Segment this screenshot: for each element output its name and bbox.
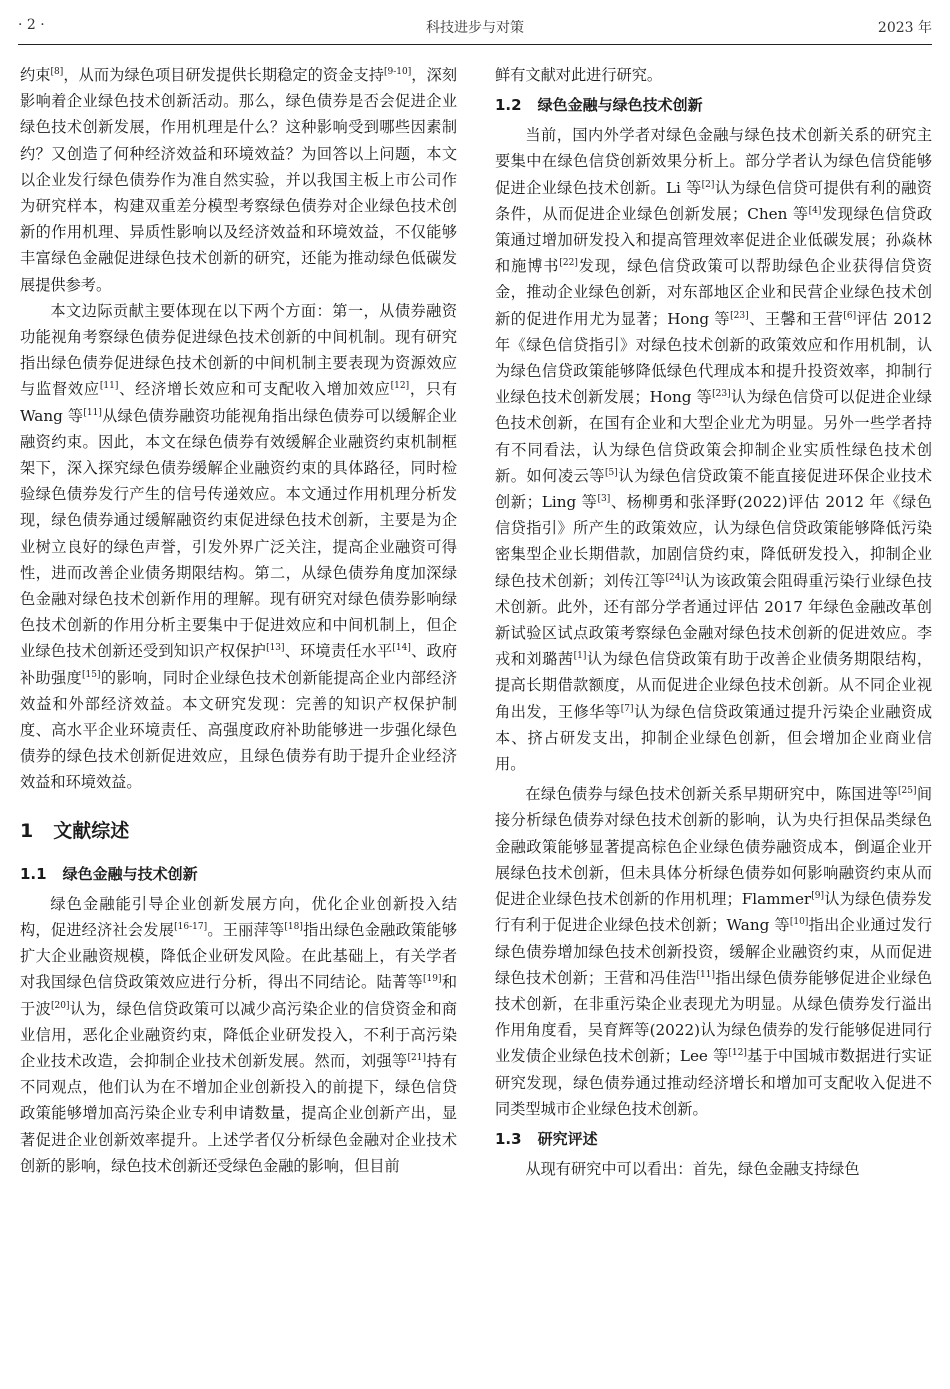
text-run: 发现绿色信贷政策通过增加研发投入和提高管理效率促进企业低碳发展；孙焱林和施博书	[495, 204, 933, 276]
text-run: 约束	[20, 66, 51, 84]
citation: [13]	[266, 643, 285, 654]
citation: [15]	[82, 669, 101, 680]
citation: [14]	[392, 643, 411, 654]
citation: [21]	[407, 1052, 426, 1063]
subsection-heading	[495, 92, 932, 118]
text-run: 认为绿色信贷可提供有利的融资条件，从而促进企业绿色创新发展；Chen 等	[495, 178, 932, 223]
citation: [19]	[423, 974, 442, 985]
text-run: 认为绿色信贷政策有助于改善企业债务期限结构，提高长期借款额度，从而促进企业绿色技术创新。从不同企业视角出发，王修华等	[495, 650, 933, 721]
paragraph	[495, 1156, 932, 1182]
text-run: 的影响，同时企业绿色技术创新能提高企业内部经济效益和外部经济效益。本文研究发现：完善的知识产权保护制度、高水平企业环境责任、高强度政府补助能够进一步强化绿色债券的绿色技术创新促进效应，且绿色债券有助于提升企业经济效益和环境效益。	[20, 668, 458, 792]
text-run: 评估 2012 年《绿色信贷指引》对绿色技术创新的政策效应和作用机制，认为绿色信贷政策能够降低绿色代理成本和提升投资效率，抑制行业绿色技术创新发展；Hong 等	[495, 309, 932, 407]
text-run: 认为该政策会阻碍重污染行业绿色技术创新。此外，还有部分学者通过评估 2017 年绿色金融改革创新试验区试点政策考察绿色金融对绿色技术创新的促进效应。李戎和刘璐茜	[495, 571, 933, 669]
subsection-title: 绿色金融与技术创新	[62, 864, 198, 883]
citation: [9-10]	[383, 67, 412, 77]
text-run: 和于波	[20, 973, 458, 1018]
text-run: 基于中国城市数据进行实证研究发现，绿色债券通过推动经济增长和增加可支配收入促进不同类型城市企业绿色技术创新。	[495, 1047, 933, 1118]
citation: [11]	[99, 381, 119, 392]
text-run: ，只有 Wang 等	[20, 380, 458, 425]
text-run: 认为绿色信贷可以促进企业绿色技术创新，在国有企业和大型企业尤为明显。另外一些学者持有不同看法，认为绿色信贷政策会抑制企业实质性绿色技术创新。如何凌云等	[495, 388, 932, 485]
paragraph	[495, 62, 932, 88]
citation: [6]	[843, 310, 857, 321]
subsection-title: 绿色金融与绿色技术创新	[537, 96, 703, 115]
text-run: 本文边际贡献主要体现在以下两个方面：第一，从债券融资功能视角考察绿色债券促进绿色技术创新的中间机制。现有研究指出绿色债券促进绿色技术创新的中间机制主要表现为资源效应与监督效应	[20, 301, 457, 399]
subsection-title: 研究评述	[537, 1129, 598, 1148]
text-run: 认为绿色信贷政策不能直接促进环保企业技术创新；Ling 等	[495, 466, 933, 512]
text-run: 间接分析绿色债券对绿色技术创新的影响，认为央行担保品类绿色金融政策能够显著提高棕色企业绿色债券融资成本，倒逼企业开展绿色技术创新，但未具体分析绿色债券如何影响融资约束从而促进企业绿色技术创新的作用机理；Flammer	[495, 785, 933, 909]
right-column	[495, 62, 932, 1182]
left-column	[20, 62, 457, 1179]
text-run: 绿色金融能引导企业创新发展方向，优化企业创新投入结构，促进经济社会发展	[20, 894, 457, 939]
section-heading	[20, 816, 457, 843]
text-run: 、王馨和王营	[748, 309, 844, 328]
paragraph	[20, 891, 457, 1179]
text-run: 发现，绿色信贷政策可以帮助绿色企业获得信贷资金，推动企业绿色创新，对东部地区企业和民营企业绿色技术创新的促进作用尤为显著；Hong 等	[495, 257, 933, 328]
text-run: 从现有研究中可以看出：首先，绿色金融支持绿色	[525, 1159, 860, 1178]
citation: [9]	[811, 891, 824, 902]
citation: [1]	[573, 651, 587, 662]
paragraph	[495, 122, 932, 777]
publication-year: 2023 年	[877, 20, 932, 36]
subsection-heading	[20, 861, 457, 887]
citation: [12]	[728, 1048, 747, 1059]
citation: [25]	[898, 786, 917, 797]
section-title: 文献综述	[53, 819, 130, 842]
text-run: 指出绿色金融政策能够扩大企业融资规模，降低企业研发风险。在此基础上，有关学者对我国绿色信贷政策效应进行分析，得出不同结论。陆菁等	[20, 920, 458, 992]
citation: [11]	[696, 969, 715, 980]
text-run: ，深刻影响着企业绿色技术创新活动。那么，绿色债券是否会促进企业绿色技术创新发展，作用机理是什么？这种影响受到哪些因素制约？又创造了何种经济效益和环境效益？为回答以上问题，本文以企业发行绿色债券作为准自然实验，并以我国主板上市公司作为研究样本，构建双重差分模型考察绿色债券对企业绿色技术创新的作用机理、异质性影响以及经济效益和环境效益，不仅能够丰富绿色金融促进绿色技术创新的研究，还能为推动绿色低碳发展提供参考。	[20, 66, 458, 294]
text-run: 、环境责任水平	[284, 642, 393, 661]
citation: [11]	[83, 407, 102, 418]
paragraph	[20, 62, 457, 298]
subsection-number: 1.2	[495, 96, 522, 115]
text-run: 、经济增长效应和可支配收入增加效应	[118, 380, 391, 399]
text-run: 指出企业通过发行绿色债券增加绿色技术创新投资，缓解企业融资约束，从而促进绿色技术创新；王营和冯佳浩	[495, 916, 932, 987]
citation: [2]	[701, 179, 715, 190]
text-run: 鲜有文献对此进行研究。	[495, 66, 663, 84]
section-number: 1	[20, 819, 34, 842]
citation: [18]	[284, 921, 303, 932]
citation: [23]	[730, 310, 749, 321]
text-run: 认为绿色信贷政策通过提升污染企业融资成本、挤占研发支出，抑制企业绿色创新，但会增加企业商业信用。	[495, 702, 933, 774]
subsection-number: 1.3	[495, 1129, 522, 1148]
text-run: 、政府补助强度	[20, 642, 458, 687]
citation: [4]	[808, 205, 822, 216]
citation: [22]	[559, 258, 578, 269]
citation: [16-17]	[174, 921, 208, 932]
citation: [5]	[605, 467, 618, 478]
text-run: 从绿色债券融资功能视角指出绿色债券可以缓解企业融资约束。因此，本文在绿色债券有效缓解企业融资约束机制框架下，深入探究绿色债券缓解企业融资约束的具体路径，同时检验绿色债券发行产生的信号传递效应。本文通过作用机理分析发现，绿色债券通过缓解融资约束促进绿色技术创新，主要是为企业树立良好的绿色声誉，引发外界广泛关注，提高企业融资可得性，进而改善企业债务期限结构。第二，从绿色债券角度加深绿色金融对绿色技术创新作用的理解。现有研究对绿色债券影响绿色技术创新的作用分析主要集中于促进效应和中间机制上，但企业绿色技术创新还受到知识产权保护	[20, 406, 457, 661]
journal-title: 科技进步与对策	[426, 20, 524, 36]
text-run: 认为绿色债券发行有利于促进企业绿色技术创新；Wang 等	[495, 890, 932, 935]
text-run: ，从而为绿色项目研发提供长期稳定的资金支持	[63, 66, 384, 84]
citation: [3]	[597, 494, 611, 505]
citation: [12]	[390, 381, 410, 392]
paragraph	[20, 298, 457, 796]
text-run: 持有不同观点，他们认为在不增加企业创新投入的前提下，绿色信贷政策能够增加高污染企业专利申请数量，提高企业创新产出，显著促进企业创新效率提升。上述学者仅分析绿色金融对企业技术创新的影响，绿色技术创新还受绿色金融的影响，但目前	[20, 1051, 458, 1175]
text-run: 认为，绿色信贷政策可以减少高污染企业的信贷资金和商业信用，恶化企业融资约束，降低企业研发投入，不利于高污染企业技术改造，会抑制企业技术创新发展。然而，刘强等	[20, 999, 458, 1070]
paragraph	[495, 781, 932, 1122]
text-run: 在绿色债券与绿色技术创新关系早期研究中，陈国进等	[525, 785, 898, 804]
citation: [23]	[712, 389, 731, 400]
citation: [7]	[620, 703, 634, 714]
text-run: 当前，国内外学者对绿色金融与绿色技术创新关系的研究主要集中在绿色信贷创新效果分析上。部分学者认为绿色信贷能够促进企业绿色技术创新。Li 等	[495, 126, 932, 197]
running-header	[18, 14, 932, 45]
subsection-heading	[495, 1126, 932, 1152]
citation: [20]	[51, 1000, 70, 1011]
text-run: 、杨柳勇和张泽野(2022)评估 2012 年《绿色信贷指引》所产生的政策效应，认为绿色信贷政策能够降低污染密集型企业长期借款，加剧信贷约束，降低研发投入，抑制企业绿色技术创新；刘传江等	[495, 493, 932, 590]
citation: [10]	[789, 917, 809, 928]
subsection-number: 1.1	[20, 864, 47, 883]
text-run: 。王丽萍等	[207, 920, 285, 939]
citation: [24]	[665, 572, 684, 583]
page-number: · 2 ·	[18, 17, 45, 33]
text-run: 指出绿色债券能够促进企业绿色技术创新，在非重污染企业表现尤为明显。从绿色债券发行溢出作用角度看，吴育辉等(2022)认为绿色债券的发行能够促进同行业发债企业绿色技术创新；Lee 等	[495, 968, 933, 1066]
citation: [8]	[50, 67, 64, 77]
